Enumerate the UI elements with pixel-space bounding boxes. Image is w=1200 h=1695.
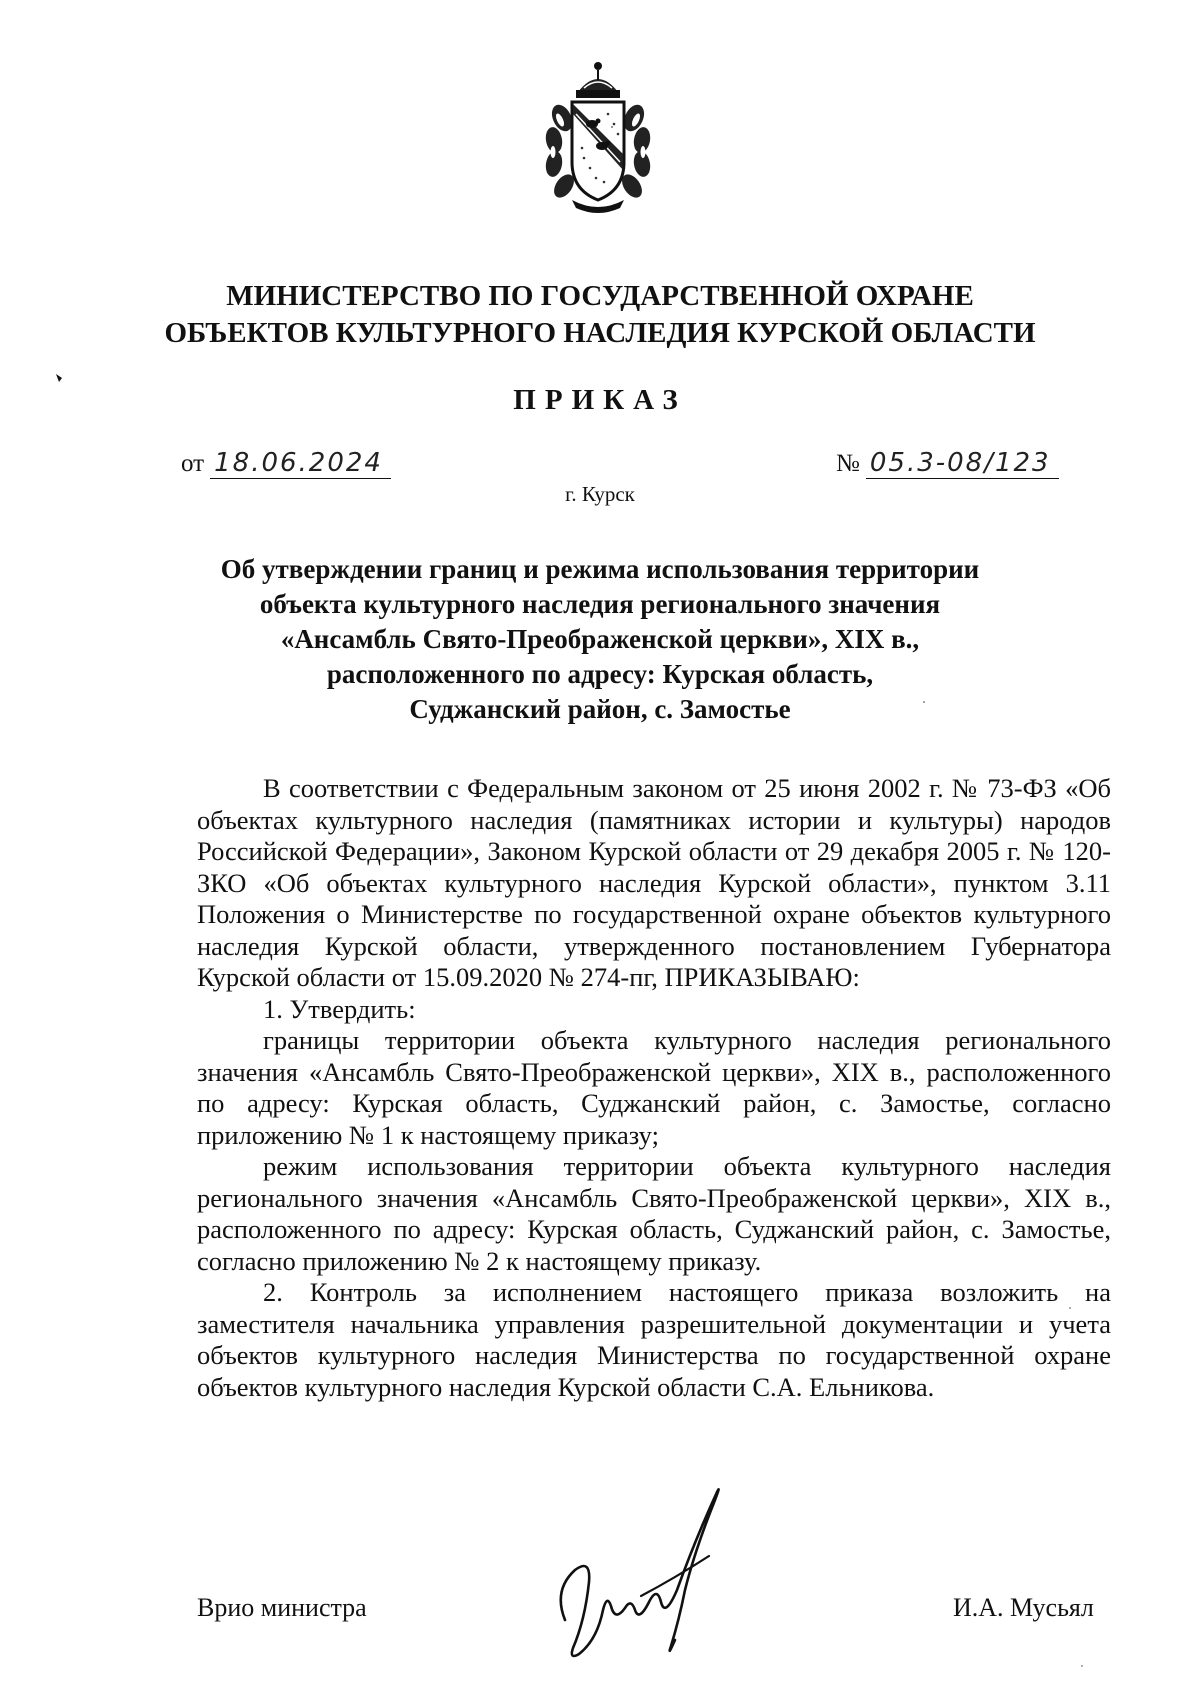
city: г. Курск xyxy=(565,482,635,506)
item2-paragraph: 2. Контроль за исполнением настоящего приказа возложить на заместителя начальника управления разрешительной документации и учета объектов культурного наследия Министерства по государственной охране объектов культурного наследия Курской области С.А. Ельникова. xyxy=(197,1277,1111,1402)
document-body xyxy=(197,773,1111,1403)
number-prefix: № xyxy=(836,450,860,477)
date-prefix: от xyxy=(181,450,205,477)
signature-icon xyxy=(545,1470,745,1670)
date-field xyxy=(181,448,391,479)
number-handwritten: 05.3-08/123 xyxy=(866,448,1059,479)
subject-line2: объекта культурного наследия регионального значения xyxy=(259,589,941,619)
ministry-name xyxy=(0,278,1200,352)
item1-title: 1. Утвердить: xyxy=(263,993,416,1024)
document-type: ПРИКАЗ xyxy=(513,384,687,416)
number-field xyxy=(836,448,1059,479)
ministry-name-line2: ОБЪЕКТОВ КУЛЬТУРНОГО НАСЛЕДИЯ КУРСКОЙ ОБЛАСТИ xyxy=(164,317,1036,349)
subject-line3: «Ансамбль Свято-Преображенской церкви», XIX в., xyxy=(280,624,920,654)
signer-name: И.А. Мусьял xyxy=(953,1593,1094,1622)
item1-borders-paragraph: границы территории объекта культурного наследия регионального значения «Ансамбль Свято-Преображенской церкви», XIX в., расположенного по адресу: Курская область, Суджанский район, с. Замостье, согласно приложению № 1 к настоящему приказу; xyxy=(197,1025,1111,1150)
preamble-paragraph: В соответствии с Федеральным законом от 25 июня 2002 г. № 73-ФЗ «Об объектах культурного наследия (памятниках истории и культуры) народов Российской Федерации», Законом Курской области от 29 декабря 2005 г. № 120-ЗКО «Об объектах культурного наследия Курской области», пунктом 3.11 Положения о Министерстве по государственной охране объектов культурного наследия Курской области, утвержденного постановлением Губернатора Курской области от 15.09.2020 № 274-пг, ПРИКАЗЫВАЮ: xyxy=(197,773,1111,992)
item1-regime-paragraph: режим использования территории объекта культурного наследия регионального значения «Ансамбль Свято-Преображенской церкви», XIX в., расположенного по адресу: Курская область, Суджанский район, с. Замостье, согласно приложению № 2 к настоящему приказу. xyxy=(197,1151,1111,1276)
coat-of-arms-icon xyxy=(532,58,664,218)
date-handwritten: 18.06.2024 xyxy=(210,448,391,479)
subject-line1: Об утверждении границ и режима использования территории xyxy=(220,554,980,584)
document-subject xyxy=(0,552,1200,727)
ministry-name-line1: МИНИСТЕРСТВО ПО ГОСУДАРСТВЕННОЙ ОХРАНЕ xyxy=(226,280,974,312)
subject-line5: Суджанский район, с. Замостье xyxy=(409,694,791,724)
subject-line4: расположенного по адресу: Курская область, xyxy=(326,659,874,689)
signer-role: Врио министра xyxy=(197,1593,367,1622)
